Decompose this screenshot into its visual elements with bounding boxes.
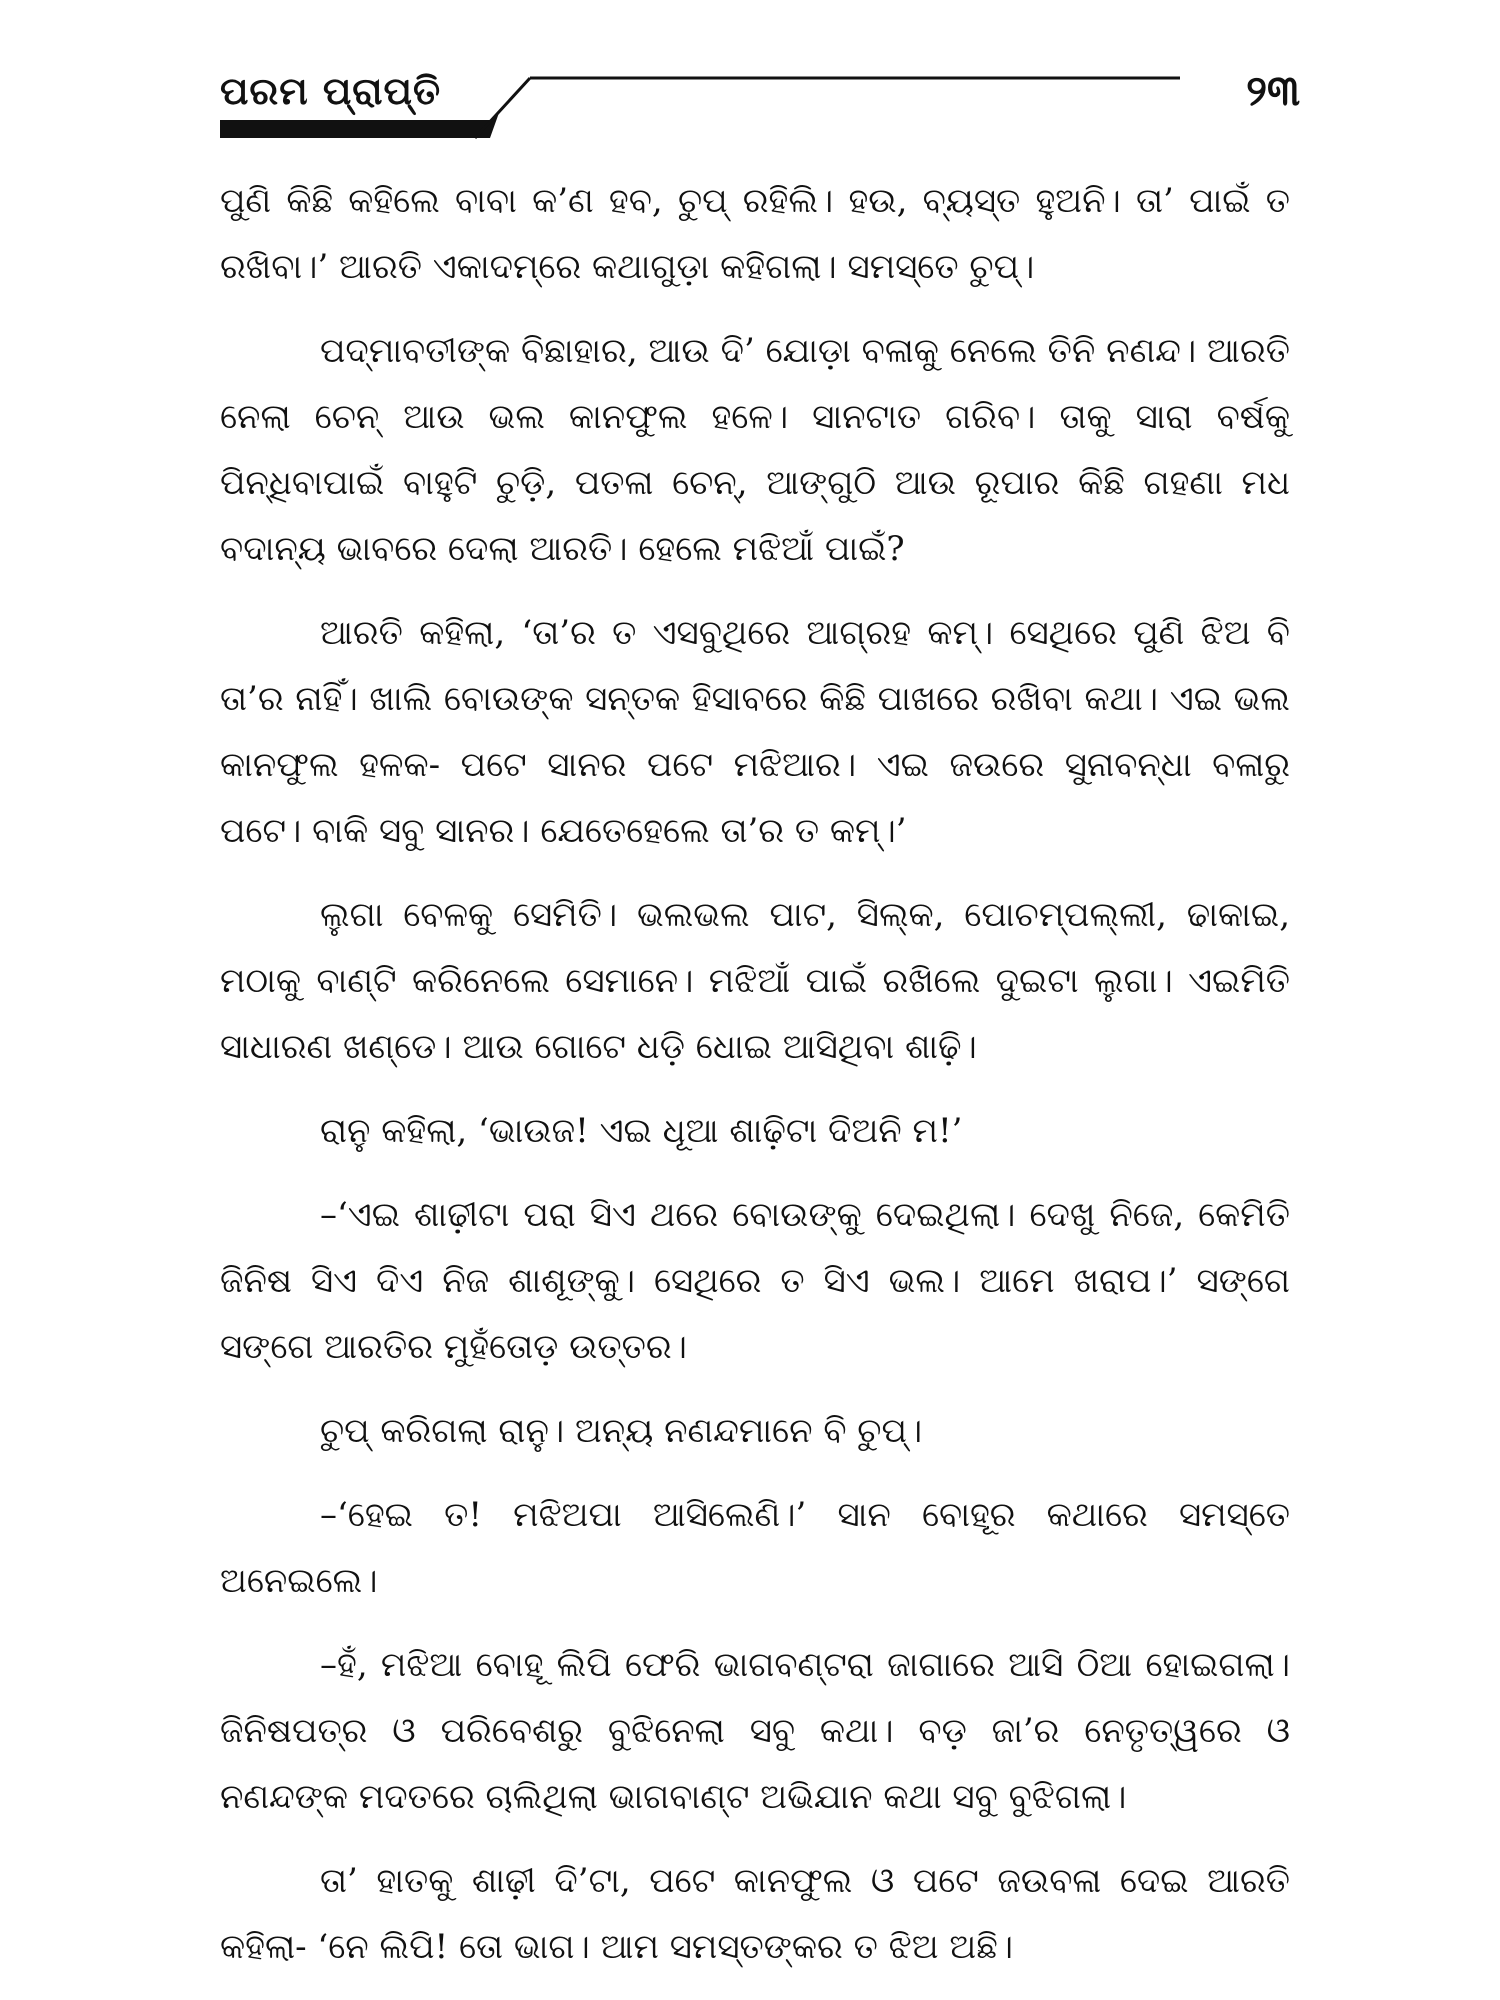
running-title: ପରମ ପ୍ରାପ୍ତି <box>220 68 442 113</box>
body-text <box>220 168 1290 1967</box>
paragraph: ତା’ ହାତକୁ ଶାଢ଼ୀ ଦି’ଟା, ପଟେ କାନଫୁଲ ଓ ପଟେ ଜଉବଳା ଦେଇ ଆରତି କହିଲା- ‘ନେ ଲିପି! ତୋ ଭାଗ। ଆମ ସମସ୍ତଙ୍କର ତ ଝିଅ ଅଛି। <box>220 1861 1290 1967</box>
paragraph: ଆରତି କହିଲା, ‘ତା’ର ତ ଏସବୁଥିରେ ଆଗ୍ରହ କମ୍। ସେଥିରେ ପୁଣି ଝିଅ ବି ତା’ର ନାହିଁ। ଖାଲି ବୋଉଙ୍କ ସନ୍ତକ ହିସାବରେ କିଛି ପାଖରେ ରଖିବା କଥା। ଏଇ ଭଲ କାନଫୁଲ ହଳକ- ପଟେ ସାନର ପଟେ ମଝିଆର। ଏଇ ଜଉରେ ସୁନାବନ୍ଧା ବଳାରୁ ପଟେ। ବାକି ସବୁ ସାନର। ଯେତେହେଲେ ତା’ର ତ କମ୍।’ <box>220 613 1290 851</box>
page-number: ୨୩ <box>1246 66 1300 115</box>
paragraph: ପଦ୍ମାବତୀଙ୍କ ବିଛାହାର, ଆଉ ଦି’ ଯୋଡ଼ା ବଳାକୁ ନେଲେ ତିନି ନଣନ୍ଦ। ଆରତି ନେଲା ଚେନ୍ ଆଉ ଭଲ କାନଫୁଲ ହଳେ। ସାନଟାତ ଗରିବ। ତାକୁ ସାରା ବର୍ଷକୁ ପିନ୍ଧିବାପାଇଁ ବାହୁଟି ଚୁଡ଼ି, ପତଳା ଚେନ୍, ଆଙ୍ଗୁଠି ଆଉ ରୂପାର କିଛି ଗହଣା ମଧ ବଦାନ୍ୟ ଭାବରେ ଦେଲା ଆରତି। ହେଲେ ମଝିଆଁ ପାଇଁ? <box>220 331 1290 569</box>
paragraph: –‘ହେଇ ତ! ମଝିଅପା ଆସିଲେଣି।’ ସାନ ବୋହୂର କଥାରେ ସମସ୍ତେ ଅନେଇଲେ। <box>220 1495 1290 1601</box>
paragraph: ପୁଣି କିଛି କହିଲେ ବାବା କ’ଣ ହବ, ଚୁପ୍ ରହିଲି। ହଉ, ବ୍ୟସ୍ତ ହୁଅନି। ତା’ ପାଇଁ ତ ରଖିବା।’ ଆରତି ଏକାଦମ୍‌ରେ କଥାଗୁଡ଼ା କହିଗଲା। ସମସ୍ତେ ଚୁପ୍। <box>220 181 1290 287</box>
paragraph: –ହଁ, ମଝିଆ ବୋହୂ ଲିପି ଫେରି ଭାଗବଣ୍ଟରା ଜାଗାରେ ଆସି ଠିଆ ହୋଇଗଲା। ଜିନିଷପତ୍ର ଓ ପରିବେଶରୁ ବୁଝିନେଲା ସବୁ କଥା। ବଡ଼ ଜା’ର ନେତୃତ୍ୱରେ ଓ ନଣନ୍ଦଙ୍କ ମଦତରେ ଚାଲିଥିଲା ଭାଗବାଣ୍ଟ ଅଭିଯାନ କଥା ସବୁ ବୁଝିଗଲା। <box>220 1645 1290 1817</box>
page-header <box>220 60 1300 150</box>
paragraph: ଲୁଗା ବେଳକୁ ସେମିତି। ଭଲଭଲ ପାଟ, ସିଲ୍‌କ, ପୋଚମ୍‌ପଲ୍ଲୀ, ଢାକାଇ, ମଠାକୁ ବାଣ୍ଟି କରିନେଲେ ସେମାନେ। ମଝିଆଁ ପାଇଁ ରଖିଲେ ଦୁଇଟା ଲୁଗା। ଏଇମିତି ସାଧାରଣ ଖଣ୍ଡେ। ଆଉ ଗୋଟେ ଧଡ଼ି ଧୋଇ ଆସିଥିବା ଶାଢ଼ି। <box>220 895 1290 1067</box>
paragraph: ରାନୁ କହିଲା, ‘ଭାଉଜ! ଏଇ ଧୂଆ ଶାଢ଼ିଟା ଦିଅନି ମ!’ <box>320 1111 963 1151</box>
paragraph: ଚୁପ୍ କରିଗଲା ରାନୁ। ଅନ୍ୟ ନଣନ୍ଦମାନେ ବି ଚୁପ୍। <box>320 1411 923 1451</box>
paragraph: –‘ଏଇ ଶାଢ଼ୀଟା ପରା ସିଏ ଥରେ ବୋଉଙ୍କୁ ଦେଇଥିଲା। ଦେଖୁ ନିଜେ, କେମିତି ଜିନିଷ ସିଏ ଦିଏ ନିଜ ଶାଶୂଙ୍କୁ। ସେଥିରେ ତ ସିଏ ଭଲ। ଆମେ ଖରାପ।’ ସଙ୍ଗେ ସଙ୍ଗେ ଆରତିର ମୁହଁତୋଡ଼ ଉତ୍ତର। <box>220 1195 1290 1367</box>
